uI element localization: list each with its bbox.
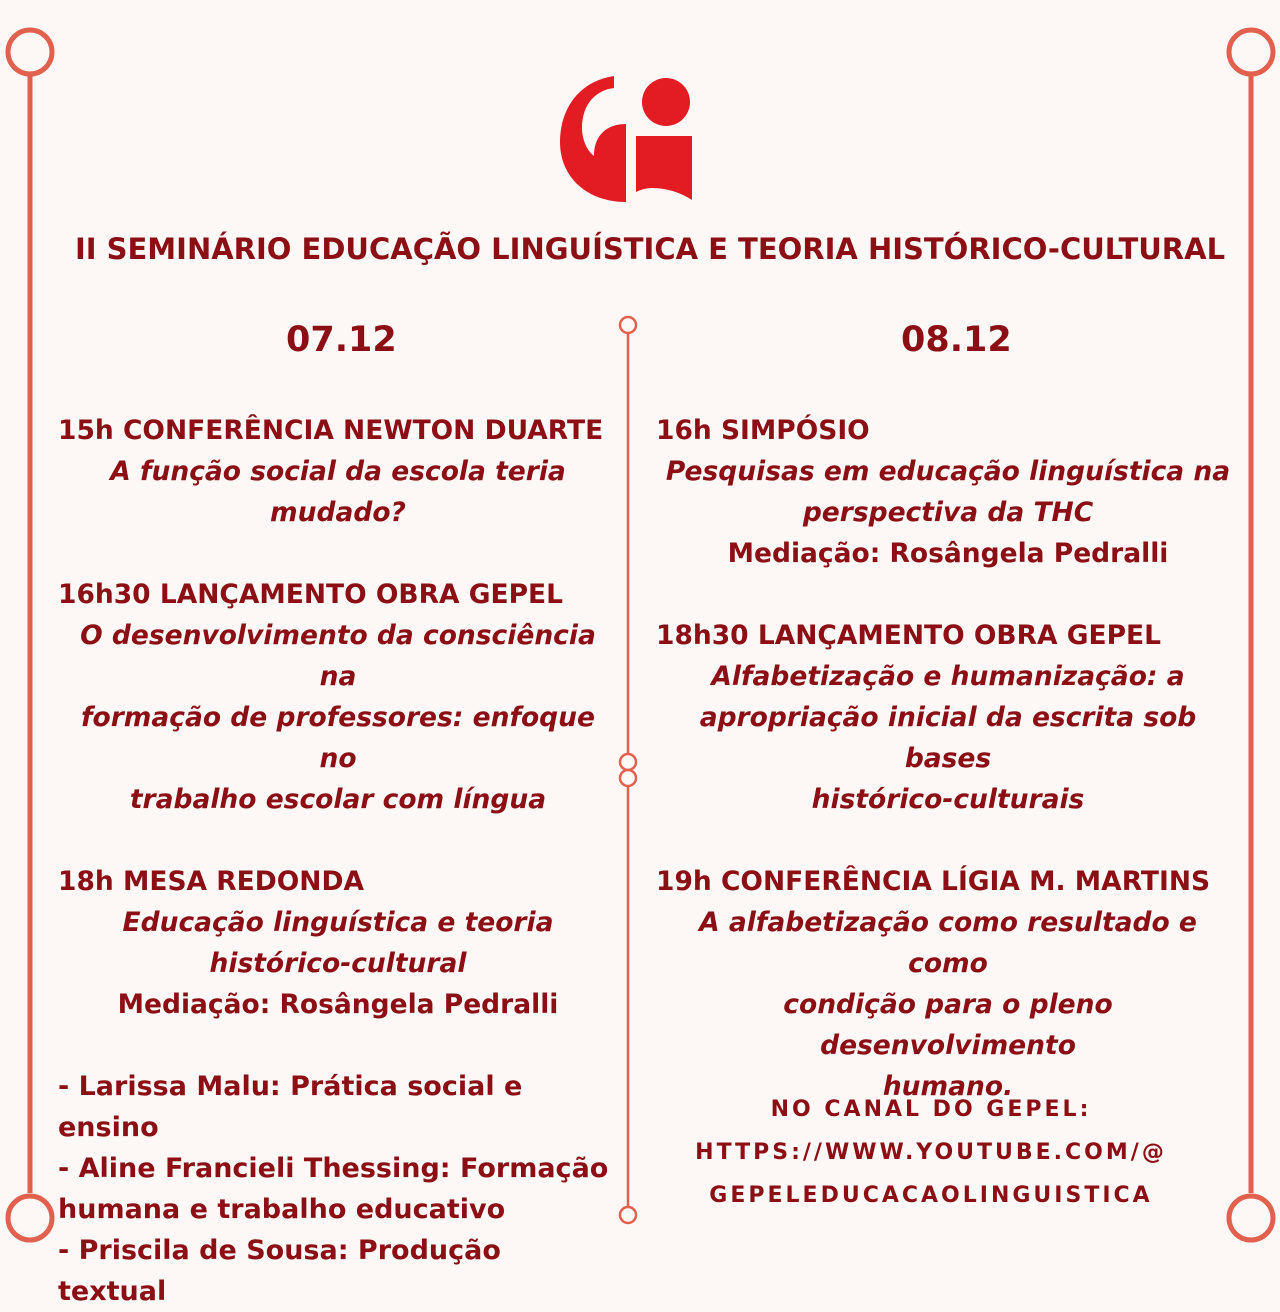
event-subtitle: apropriação inicial da escrita sob bases bbox=[699, 702, 1197, 774]
event-heading: 18h30 LANÇAMENTO OBRA GEPEL bbox=[656, 620, 1161, 651]
event-heading: 15h CONFERÊNCIA NEWTON DUARTE bbox=[58, 415, 604, 446]
day2-event-book-launch bbox=[656, 615, 1240, 820]
right-bottom-ring bbox=[1229, 1196, 1273, 1240]
day2-date: 08.12 bbox=[901, 320, 1012, 360]
event-subtitle: trabalho escolar com língua bbox=[129, 784, 547, 815]
event-mediation: Mediação: Rosângela Pedralli bbox=[727, 538, 1169, 569]
event-subtitle: perspectiva da THC bbox=[802, 497, 1094, 528]
event-subtitle: histórico-culturais bbox=[811, 784, 1085, 815]
participant-item: humana e trabalho educativo bbox=[58, 1194, 506, 1225]
event-subtitle: A alfabetização como resultado e como bbox=[699, 907, 1197, 979]
event-subtitle: mudado? bbox=[270, 497, 406, 528]
event-subtitle: histórico-cultural bbox=[209, 948, 467, 979]
event-subtitle: humano. bbox=[882, 1071, 1014, 1102]
event-subtitle: Alfabetização e humanização: a bbox=[711, 661, 1185, 692]
day1-event-conference bbox=[58, 410, 618, 533]
event-heading: 16h30 LANÇAMENTO OBRA GEPEL bbox=[58, 579, 563, 610]
center-mid-ring-2 bbox=[620, 770, 636, 786]
event-subtitle: Educação linguística e teoria bbox=[122, 907, 554, 938]
gepel-logo-icon bbox=[556, 70, 698, 206]
right-top-ring bbox=[1229, 30, 1273, 74]
event-subtitle: A função social da escola teria bbox=[110, 456, 566, 487]
event-heading: 18h MESA REDONDA bbox=[58, 866, 364, 897]
channel-info bbox=[656, 1088, 1206, 1217]
center-mid-ring-1 bbox=[620, 754, 636, 770]
day1-event-book-launch bbox=[58, 574, 618, 820]
event-heading: 16h SIMPÓSIO bbox=[656, 415, 870, 446]
event-mediation: Mediação: Rosângela Pedralli bbox=[117, 989, 559, 1020]
participant-item: - Aline Francieli Thessing: Formação bbox=[58, 1153, 609, 1184]
participants-list bbox=[58, 1066, 618, 1312]
day1-event-round-table bbox=[58, 861, 618, 1025]
event-subtitle: condição para o pleno desenvolvimento bbox=[783, 989, 1113, 1061]
day1-date: 07.12 bbox=[286, 320, 397, 360]
event-subtitle: Pesquisas em educação linguística na bbox=[665, 456, 1231, 487]
day1-schedule bbox=[58, 410, 618, 1312]
left-bottom-ring bbox=[8, 1196, 52, 1240]
participant-item: - Priscila de Sousa: Produção textual bbox=[58, 1235, 501, 1307]
event-subtitle: O desenvolvimento da consciência na bbox=[80, 620, 596, 692]
left-top-ring bbox=[8, 30, 52, 74]
channel-label: NO CANAL DO GEPEL: bbox=[770, 1097, 1092, 1122]
channel-url-line2[interactable]: GEPELEDUCACAOLINGUISTICA bbox=[709, 1183, 1153, 1208]
center-bottom-ring bbox=[620, 1207, 636, 1223]
page-title: II SEMINÁRIO EDUCAÇÃO LINGUÍSTICA E TEORIA HISTÓRICO-CULTURAL bbox=[74, 232, 1226, 266]
event-heading: 19h CONFERÊNCIA LÍGIA M. MARTINS bbox=[656, 866, 1211, 897]
event-subtitle: formação de professores: enfoque no bbox=[80, 702, 595, 774]
day2-schedule bbox=[656, 410, 1240, 1107]
day2-event-conference bbox=[656, 861, 1240, 1107]
participant-item: - Larissa Malu: Prática social e ensino bbox=[58, 1071, 523, 1143]
center-top-ring bbox=[620, 317, 636, 333]
day2-event-symposium bbox=[656, 410, 1240, 574]
channel-url-line1[interactable]: HTTPS://WWW.YOUTUBE.COM/@ bbox=[695, 1140, 1167, 1165]
